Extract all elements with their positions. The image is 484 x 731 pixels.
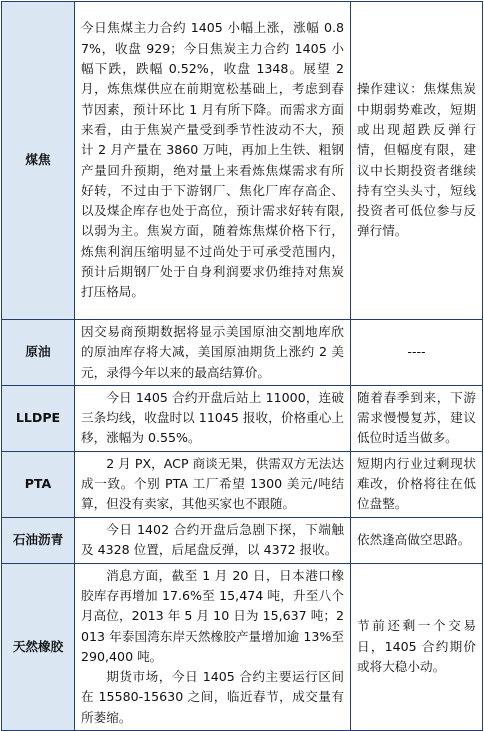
commentary-paragraph: 今日 1405 合约开盘后站上 11000，连破三条均线，收盘时以 11045 报收，价格重心上移，涨幅为 0.55%。 [81, 389, 344, 446]
table-row [2, 2, 483, 320]
commodity-name: PTA [2, 451, 75, 517]
commodity-name: 天然橡胶 [2, 563, 75, 730]
table-row [2, 517, 483, 563]
market-commentary [75, 2, 351, 320]
market-commentary [75, 320, 351, 386]
trading-advice: 依然逢高做空思路。 [351, 517, 483, 563]
commentary-paragraph: 今日焦煤主力合约 1405 小幅上涨，涨幅 0.87%，收盘 929；今日焦炭主力合约 1405 小幅下跌，跌幅 0.52%，收盘 1348。展望 2 月，炼焦煤供应在前期宽松基础上，考虑到春节因素，预计环比 1 月有所下降。而需求方面来看，由于焦炭产量受到季节性波动不大，预计 2 月产量在 3860 万吨，再加上生铁、粗钢产量回升预期，绝对量上来看炼焦煤需求有所好转，不过由于下游钢厂、焦化厂库存高企、以及煤企库存也处于高位，预计需求好转有限,以弱为主。焦炭方面，随着炼焦煤价格下行，炼焦利润压缩明显不过尚处于可承受范围内，预计后期钢厂处于自身利润要求仍维持对焦炭打压格局。 [81, 20, 344, 300]
table-row [2, 385, 483, 451]
table-row [2, 320, 483, 386]
table-row [2, 451, 483, 517]
market-commentary [75, 385, 351, 451]
commodity-name: LLDPE [2, 385, 75, 451]
table-row [2, 563, 483, 730]
commodity-name: 煤焦 [2, 2, 75, 320]
trading-advice: 随着春季到来，下游需求慢慢复苏，建议低位时适当做多。 [351, 385, 483, 451]
commentary-paragraph: 消息方面，截至 1 月 20 日，日本港口橡胶库存再增加 17.6%至 15,474 吨，升至八个月高位，2013 年 5 月 10 日为 15,637 吨；2013 年泰国湾东岸天然橡胶产量增加逾 13%至 290,400 吨。 [81, 567, 344, 664]
market-commentary [75, 517, 351, 563]
commodity-table [1, 1, 483, 731]
market-commentary [75, 451, 351, 517]
commentary-paragraph: 今日 1402 合约开盘后急剧下探，下端触及 4328 位置，后尾盘反弹，以 4372 报收。 [81, 521, 344, 558]
commodity-name: 原油 [2, 320, 75, 386]
commentary-paragraph: 2 月 PX，ACP 商谈无果，供需双方无法达成一致。个别 PTA 工厂希望 1300 美元/吨结算，但没有卖家，其他买家也不跟随。 [81, 455, 344, 512]
trading-advice: ---- [351, 320, 483, 386]
commodity-name: 石油沥青 [2, 517, 75, 563]
commentary-paragraph: 因交易商预期数据将显示美国原油交割地库欣的原油库存将大减，美国原油期货上涨约 2 美元，录得今年以来的最高结算价。 [81, 324, 344, 380]
trading-advice: 短期内行业过剩现状难改，价格将往在低位盘整。 [351, 451, 483, 517]
commentary-paragraph: 期货市场，今日 1405 合约主要运行区间在 15580-15630 之间，临近春节，成交量有所萎缩。 [81, 669, 344, 725]
trading-advice: 节前还剩一个交易日，1405 合约期价或将大稳小动。 [351, 563, 483, 730]
trading-advice: 操作建议：焦煤焦炭中期弱势难改，短期或出现超跌反弹行情，但幅度有限，建议中长期投资者继续持有空头头寸，短线投资者可低位参与反弹行情。 [351, 2, 483, 320]
market-commentary [75, 563, 351, 730]
